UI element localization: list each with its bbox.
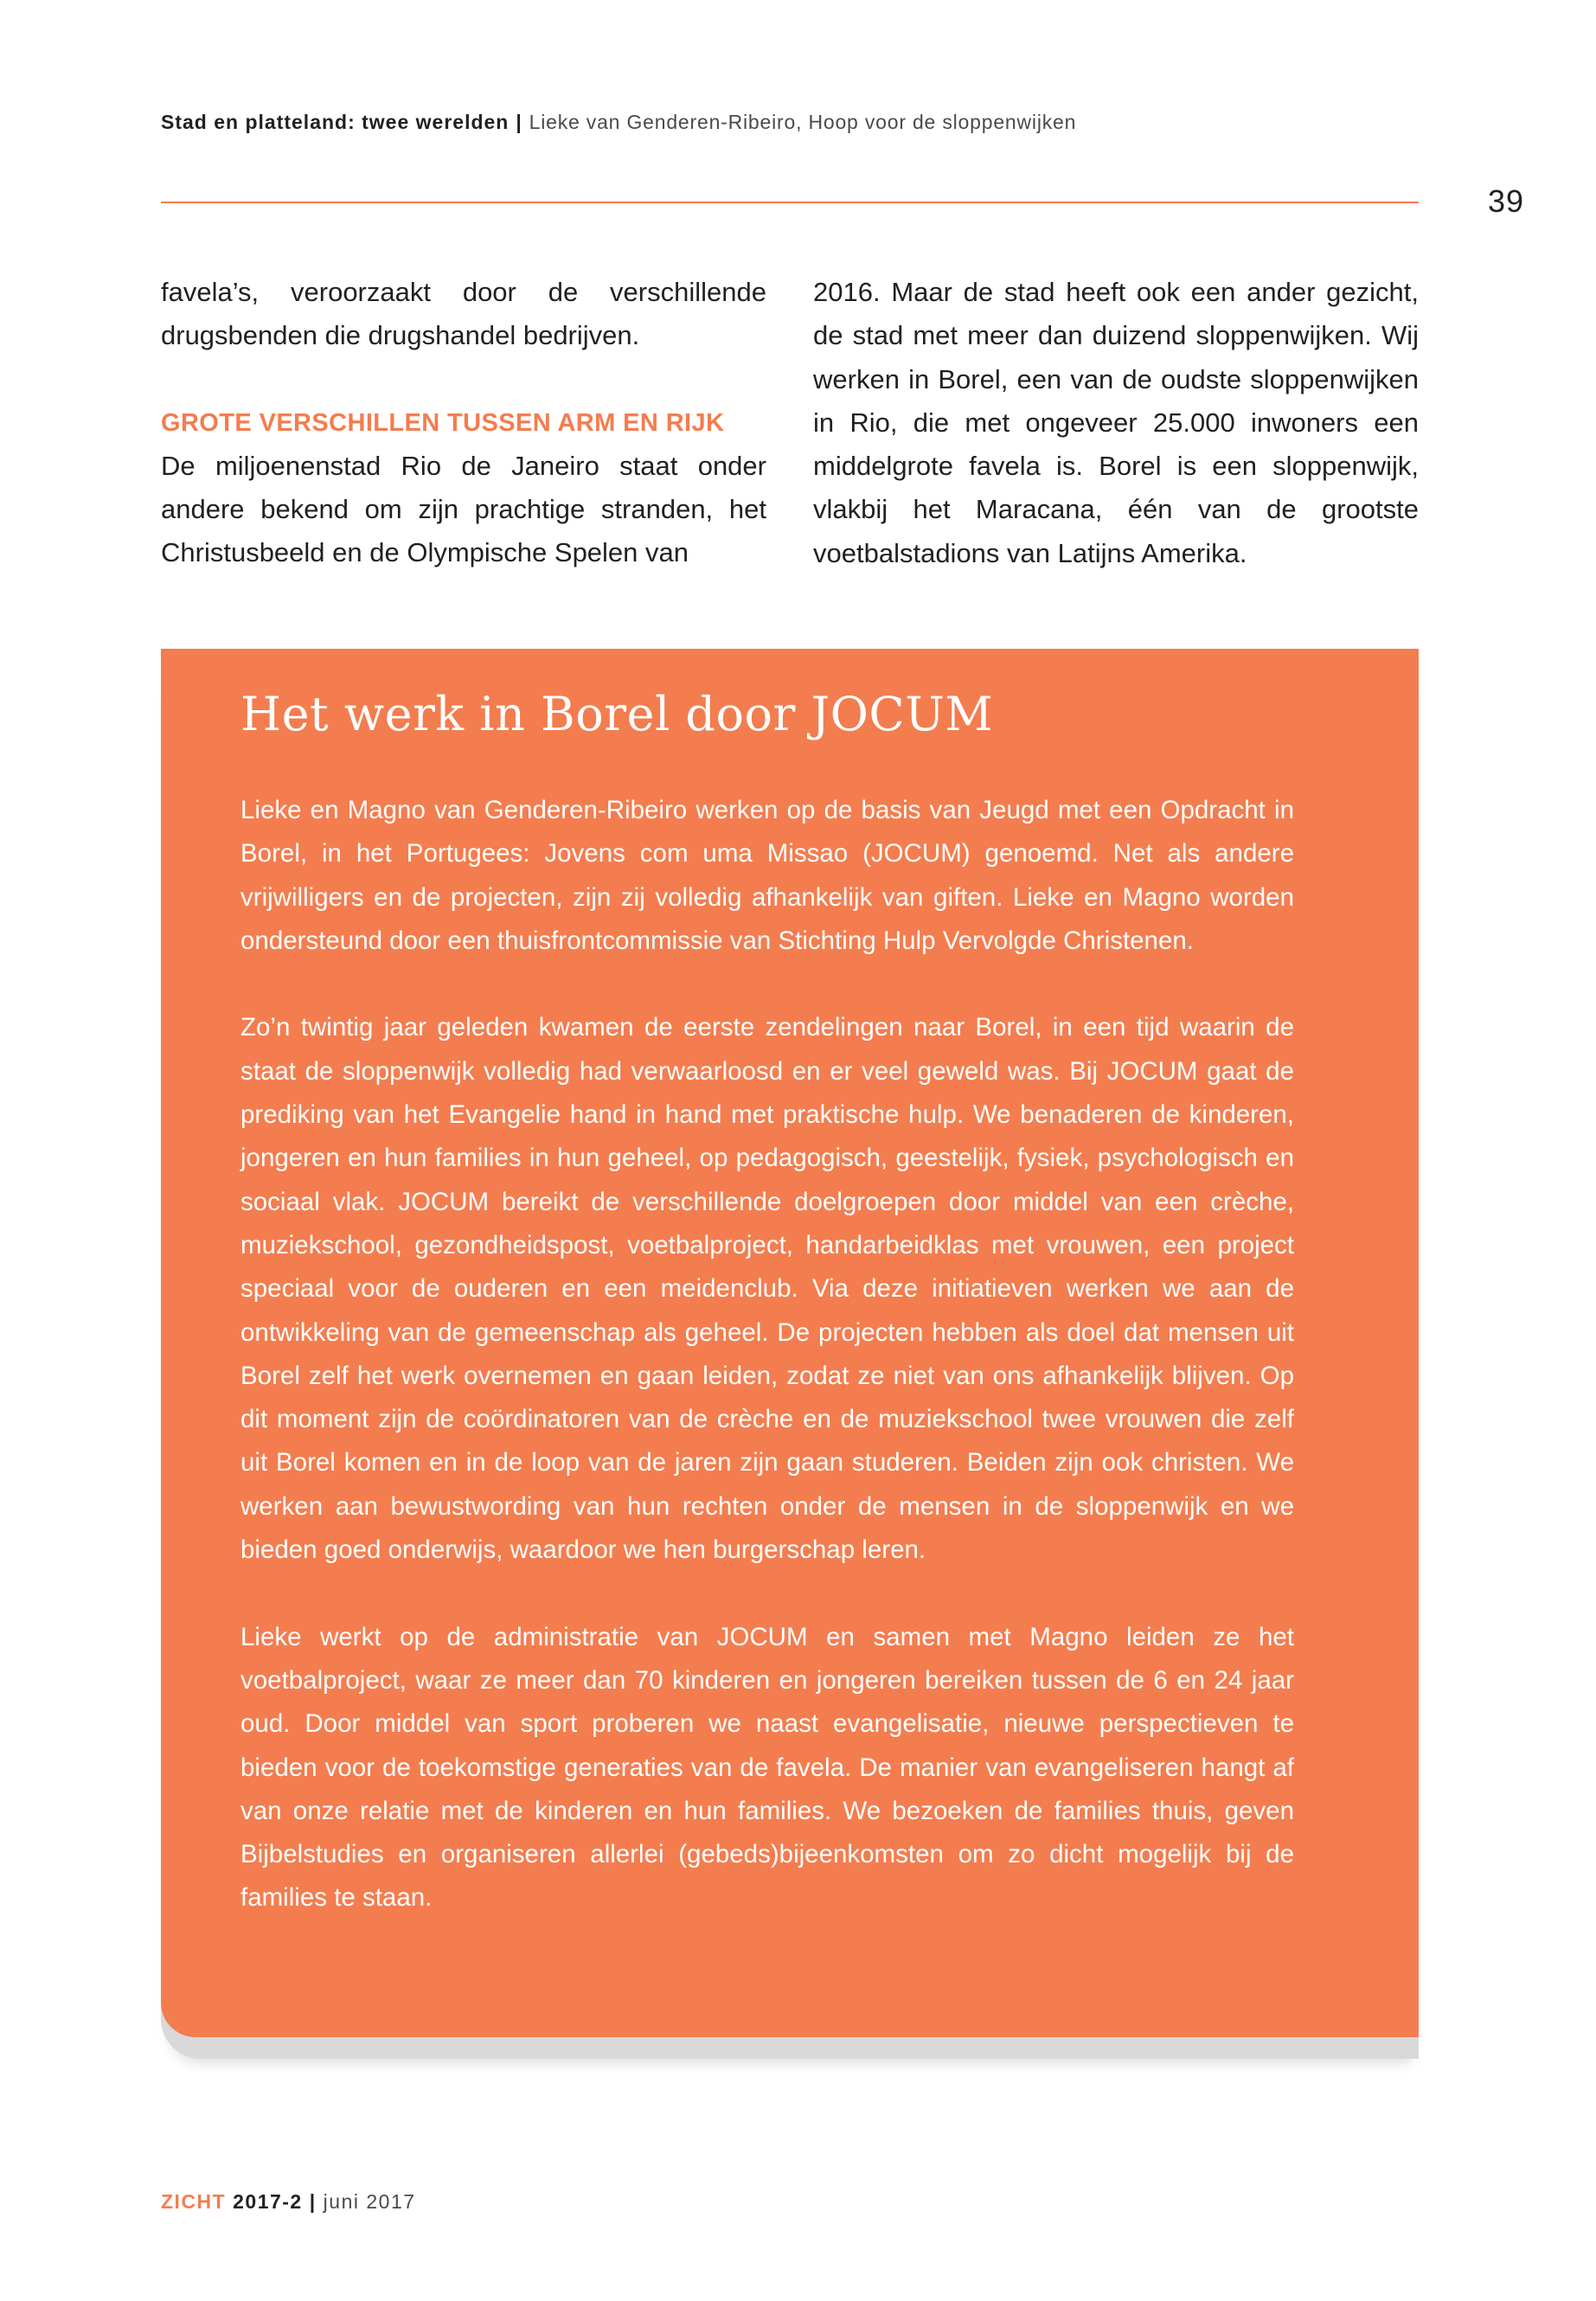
left-column <box>161 271 766 575</box>
box-paragraph-1: Lieke en Magno van Genderen-Ribeiro werken op de basis van Jeugd met een Opdracht in Borel, in het Portugees: Jovens com uma Missao (JOCUM) genoemd. Net als andere vrijwilligers en de projecten, zijn zij volledig afhankelijk van giften. Lieke en Magno worden ondersteund door een thuisfrontcommissie van Stichting Hulp Vervolgde Christenen. <box>240 796 1294 955</box>
author-line: Lieke van Genderen-Ribeiro, Hoop voor de sloppenwijken <box>529 111 1077 133</box>
box-paragraph-3: Lieke werkt op de administratie van JOCUM en samen met Magno leiden ze het voetbalproject, waar ze meer dan 70 kinderen en jongeren bereiken tussen de 6 en 24 jaar oud. Door middel van sport proberen we naast evangelisatie, nieuwe perspectieven te bieden voor de toekomstige generaties van de favela. De manier van evangeliseren hangt af van onze relatie met de kinderen en hun families. We bezoeken de families thuis, geven Bijbelstudies en organiseren allerlei (gebeds)bijeenkomsten om zo dicht mogelijk bij de families te staan. <box>240 1622 1294 1913</box>
running-header <box>161 111 1424 134</box>
footer-separator: | <box>309 2190 317 2213</box>
issue-date: juni 2017 <box>323 2190 416 2213</box>
section-title: Stad en platteland: twee werelden <box>161 111 510 133</box>
subheading: GROTE VERSCHILLEN TUSSEN ARM EN RIJK <box>161 408 725 437</box>
magazine-brand: ZICHT <box>161 2190 227 2213</box>
header-separator: | <box>516 111 522 133</box>
footer-folio <box>161 2190 416 2214</box>
left-paragraph-2: De miljoenenstad Rio de Janeiro staat onder andere bekend om zijn prachtige stranden, het Christusbeeld en de Olympische Spelen van <box>161 450 766 568</box>
info-box <box>161 649 1419 2037</box>
page-number: 39 <box>1488 183 1525 219</box>
right-paragraph-1: 2016. Maar de stad heeft ook een ander gezicht, de stad met meer dan duizend sloppenwijken. Wij werken in Borel, een van de oudste sloppenwijken in Rio, die met ongeveer 25.000 inwoners een middelgrote favela is. Borel is een sloppenwijk, vlakbij het Maracana, één van de grootste voetbalstadions van Latijns Amerika. <box>813 277 1419 568</box>
box-title: Het werk in Borel door JOCUM <box>240 687 994 741</box>
left-paragraph-1: favela’s, veroorzaakt door de verschillende drugsbenden die drugshandel bedrijven. <box>161 277 766 351</box>
header-rule <box>161 202 1419 203</box>
box-paragraph-2: Zo’n twintig jaar geleden kwamen de eerste zendelingen naar Borel, in een tijd waarin de staat de sloppenwijk volledig had verwaarloosd en er veel geweld was. Bij JOCUM gaat de prediking van het Evangelie hand in hand met praktische hulp. We benaderen de kinderen, jongeren en hun families in hun geheel, op pedagogisch, geestelijk, fysiek, psychologisch en sociaal vlak. JOCUM bereikt de verschillende doelgroepen door middel van een crèche, muziekschool, gezondheidspost, voetbalproject, handarbeidklas met vrouwen, een project speciaal voor de ouderen en een meidenclub. Via deze initiatieven werken we aan de ontwikkeling van de gemeenschap als geheel. De projecten hebben als doel dat mensen uit Borel zelf het werk overnemen en gaan leiden, zodat ze niet van ons afhankelijk blijven. Op dit moment zijn de coördinatoren van de crèche en de muziekschool twee vrouwen die zelf uit Borel komen en in de loop van de jaren zijn gaan studeren. Beiden zijn ook christen. We werken aan bewustwording van hun rechten onder de mensen in de sloppenwijk en we bieden goed onderwijs, waardoor we hen burgerschap leren. <box>240 1013 1294 1565</box>
paragraph-gap <box>161 358 766 401</box>
box-body <box>240 789 1294 1964</box>
issue-number: 2017-2 <box>233 2190 303 2213</box>
right-column <box>813 271 1419 575</box>
